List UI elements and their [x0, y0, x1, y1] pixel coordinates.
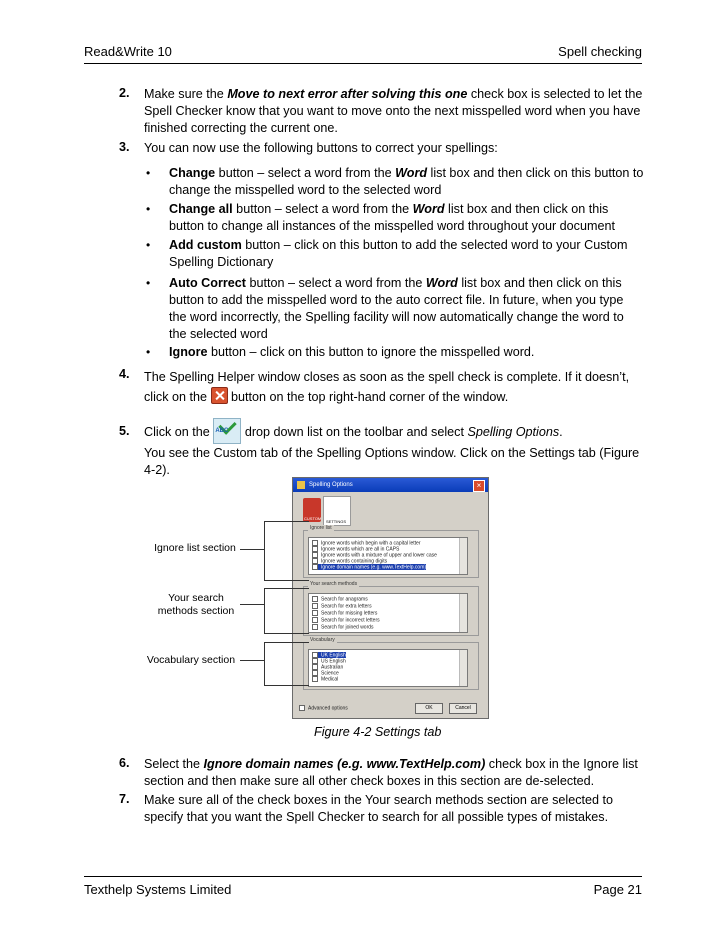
- callout-line: [240, 660, 264, 661]
- callout-bracket: [264, 521, 309, 581]
- callout-bracket: [264, 588, 309, 634]
- step-6-text: Select the Ignore domain names (e.g. www.TextHelp.com) check box in the Ignore list section and then make sure all other check boxes in this section are de-selected.: [144, 757, 638, 788]
- scrollbar[interactable]: [459, 594, 467, 632]
- ignore-item-selected[interactable]: Ignore domain names (e.g. www.TextHelp.com): [312, 564, 426, 570]
- ignore-item[interactable]: Ignore words which are all in CAPS: [312, 546, 399, 552]
- ignore-item[interactable]: Ignore words which begin with a capital letter: [312, 540, 421, 546]
- step-2-text: Make sure the Move to next error after solving this one check box is selected to let the Spell Checker know that you want to move onto the next misspelled word when you have finished correcting the current one.: [144, 87, 643, 135]
- callout-bracket: [264, 642, 309, 686]
- callout-ignore-list: Ignore list section: [154, 542, 236, 554]
- cancel-button[interactable]: Cancel: [449, 703, 477, 714]
- callout-search-methods: Your search methods section: [157, 592, 235, 617]
- bullet-change: Change button – select a word from the Word list box and then click on this button to change the misspelled word to the selected word: [169, 166, 644, 197]
- vocab-item[interactable]: Australian: [312, 664, 343, 670]
- close-icon: [211, 387, 228, 404]
- step-3-number: 3.: [119, 140, 130, 154]
- step-5-number: 5.: [119, 424, 130, 438]
- step-4-text: The Spelling Helper window closes as soon as the spell check is complete. If it doesn’t, click on the button on the top right-hand corner of the window.: [144, 370, 630, 404]
- close-icon[interactable]: ×: [473, 480, 485, 492]
- advanced-options-checkbox[interactable]: Advanced options: [299, 705, 348, 711]
- footer-company: Texthelp Systems Limited: [84, 882, 232, 897]
- search-item[interactable]: Search for extra letters: [312, 603, 372, 609]
- bullet-marker: •: [146, 276, 151, 290]
- header-title: Read&Write 10: [84, 44, 172, 59]
- ignore-list-group: Ignore list Ignore words which begin with a capital letter Ignore words which are all in CAPS Ignore words with a mixture of upper and lower case Ignore words containing digits Ignore domain names (e.g. www.TextHelp.com): [303, 530, 479, 578]
- scrollbar[interactable]: [459, 538, 467, 574]
- ignore-list-box[interactable]: [308, 537, 468, 575]
- step-5-text: Click on the ABC drop down list on the toolbar and select Spelling Options.: [144, 418, 644, 444]
- search-item[interactable]: Search for anagrams: [312, 596, 368, 602]
- vocab-item-selected[interactable]: UK English: [312, 652, 346, 658]
- bullet-change-all: Change all button – select a word from the Word list box and then click on this button to change all instances of the misspelled word throughout your document: [169, 202, 615, 233]
- callout-line: [240, 604, 264, 605]
- spell-check-icon: ABC: [213, 418, 241, 444]
- bullet-ignore: Ignore button – click on this button to ignore the misspelled word.: [169, 345, 535, 359]
- vocabulary-list-box[interactable]: [308, 649, 468, 687]
- ok-button[interactable]: OK: [415, 703, 443, 714]
- search-methods-group: Your search methods Search for anagrams Search for extra letters Search for missing letters Search for incorrect letters Search for joined words: [303, 586, 479, 636]
- header-rule: [84, 63, 642, 64]
- window-title-bar: Spelling Options: [293, 478, 488, 492]
- step-7-number: 7.: [119, 792, 130, 806]
- vocab-item[interactable]: Medical: [312, 676, 338, 682]
- ignore-item[interactable]: Ignore words containing digits: [312, 558, 387, 564]
- header-section: Spell checking: [558, 44, 642, 59]
- settings-tab[interactable]: SETTINGS: [323, 496, 351, 526]
- search-methods-list-box[interactable]: [308, 593, 468, 633]
- step-2-number: 2.: [119, 86, 130, 100]
- search-item[interactable]: Search for joined words: [312, 624, 374, 630]
- step-6-number: 6.: [119, 756, 130, 770]
- ignore-item[interactable]: Ignore words with a mixture of upper and lower case: [312, 552, 437, 558]
- figure-caption: Figure 4-2 Settings tab: [314, 725, 442, 739]
- bullet-auto-correct: Auto Correct button – select a word from the Word list box and then click on this button to add the misspelled word to the auto correct file. In future, when you type the word incorrectly, the Spelling facility will now automatically change the word to the selected word: [169, 276, 624, 341]
- step-3-text: You can now use the following buttons to correct your spellings:: [144, 141, 498, 155]
- search-item[interactable]: Search for missing letters: [312, 610, 377, 616]
- app-icon: [297, 481, 305, 489]
- scrollbar[interactable]: [459, 650, 467, 686]
- bullet-marker: •: [146, 345, 151, 359]
- step-7-text: Make sure all of the check boxes in the Your search methods section are selected to specify that you want the Spell Checker to search for all possible types of mistakes.: [144, 793, 614, 824]
- custom-tab[interactable]: CUSTOM: [303, 498, 321, 522]
- spelling-options-window: [292, 477, 489, 719]
- footer-rule: [84, 876, 642, 877]
- bullet-marker: •: [146, 238, 151, 252]
- search-item[interactable]: Search for incorrect letters: [312, 617, 380, 623]
- step-5-paragraph: You see the Custom tab of the Spelling Options window. Click on the Settings tab (Figure 4-2).: [144, 446, 640, 477]
- vocabulary-group: Vocabulary UK English US English Australian Science Medical: [303, 642, 479, 690]
- bullet-marker: •: [146, 202, 151, 216]
- bullet-add-custom: Add custom button – click on this button to add the selected word to your Custom Spelling Dictionary: [169, 238, 628, 269]
- bullet-marker: •: [146, 166, 151, 180]
- callout-vocabulary: Vocabulary section: [146, 654, 236, 666]
- vocab-item[interactable]: US English: [312, 658, 346, 664]
- page-number: Page 21: [593, 882, 642, 897]
- callout-line: [240, 549, 264, 550]
- step-4-number: 4.: [119, 367, 130, 381]
- vocab-item[interactable]: Science: [312, 670, 339, 676]
